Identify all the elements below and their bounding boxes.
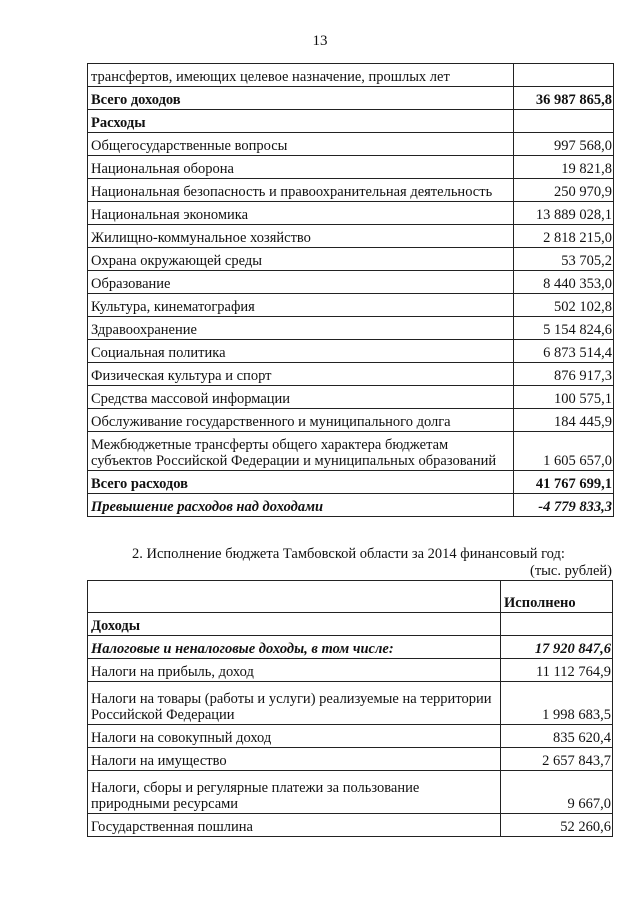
row-label: Налоговые и неналоговые доходы, в том числе: xyxy=(88,636,501,659)
table-row xyxy=(88,432,614,471)
expenses-table xyxy=(87,63,614,517)
table-row xyxy=(88,179,614,202)
table-row xyxy=(88,725,613,748)
table-row xyxy=(88,248,614,271)
row-label: Национальная экономика xyxy=(88,202,514,225)
row-label: Общегосударственные вопросы xyxy=(88,133,514,156)
row-label: Физическая культура и спорт xyxy=(88,363,514,386)
table-row xyxy=(88,133,614,156)
row-label: Государственная пошлина xyxy=(88,814,501,837)
row-value: 19 821,8 xyxy=(514,156,614,179)
table-row xyxy=(88,659,613,682)
row-label: Налоги на прибыль, доход xyxy=(88,659,501,682)
row-label: Превышение расходов над доходами xyxy=(88,494,514,517)
row-label: Национальная оборона xyxy=(88,156,514,179)
row-value: 250 970,9 xyxy=(514,179,614,202)
header-empty-cell xyxy=(88,581,501,613)
row-value: 13 889 028,1 xyxy=(514,202,614,225)
row-value xyxy=(514,110,614,133)
row-label: Налоги на совокупный доход xyxy=(88,725,501,748)
row-value: 876 917,3 xyxy=(514,363,614,386)
row-label: трансфертов, имеющих целевое назначение, прошлых лет xyxy=(88,64,514,87)
row-label: Средства массовой информации xyxy=(88,386,514,409)
row-value: 184 445,9 xyxy=(514,409,614,432)
row-label: Расходы xyxy=(88,110,514,133)
unit-label: (тыс. рублей) xyxy=(530,563,612,579)
table-row xyxy=(88,682,613,725)
row-value: 6 873 514,4 xyxy=(514,340,614,363)
column-header-executed: Исполнено xyxy=(501,581,613,613)
row-value: 11 112 764,9 xyxy=(501,659,613,682)
row-value: 5 154 824,6 xyxy=(514,317,614,340)
row-label: Образование xyxy=(88,271,514,294)
table-row xyxy=(88,225,614,248)
row-label: Национальная безопасность и правоохранительная деятельность xyxy=(88,179,514,202)
row-label: Всего доходов xyxy=(88,87,514,110)
row-label: Обслуживание государственного и муниципального долга xyxy=(88,409,514,432)
table-row xyxy=(88,110,614,133)
row-label: Всего расходов xyxy=(88,471,514,494)
table-row xyxy=(88,340,614,363)
row-label: Охрана окружающей среды xyxy=(88,248,514,271)
row-value: 2 818 215,0 xyxy=(514,225,614,248)
table-row xyxy=(88,471,614,494)
table-row xyxy=(88,748,613,771)
row-value: 1 998 683,5 xyxy=(501,682,613,725)
table-row xyxy=(88,494,614,517)
table-row xyxy=(88,294,614,317)
row-label: Здравоохранение xyxy=(88,317,514,340)
row-value: 41 767 699,1 xyxy=(514,471,614,494)
row-value: 52 260,6 xyxy=(501,814,613,837)
table-row xyxy=(88,814,613,837)
row-label: Налоги на имущество xyxy=(88,748,501,771)
row-value: 997 568,0 xyxy=(514,133,614,156)
table-row xyxy=(88,613,613,636)
row-value: 53 705,2 xyxy=(514,248,614,271)
row-value: 17 920 847,6 xyxy=(501,636,613,659)
row-label: Культура, кинематография xyxy=(88,294,514,317)
row-label: Межбюджетные трансферты общего характера бюджетам субъектов Российской Федерации и муниципальных образований xyxy=(88,432,514,471)
table-row xyxy=(88,202,614,225)
row-value: 835 620,4 xyxy=(501,725,613,748)
row-value xyxy=(514,64,614,87)
row-value: 100 575,1 xyxy=(514,386,614,409)
row-value: 8 440 353,0 xyxy=(514,271,614,294)
table-row xyxy=(88,317,614,340)
row-value: 1 605 657,0 xyxy=(514,432,614,471)
page-number: 13 xyxy=(312,33,328,49)
table-header-row xyxy=(88,581,613,613)
table-row xyxy=(88,64,614,87)
table-row xyxy=(88,87,614,110)
row-value: 2 657 843,7 xyxy=(501,748,613,771)
row-label: Социальная политика xyxy=(88,340,514,363)
table-row xyxy=(88,386,614,409)
section-title: 2. Исполнение бюджета Тамбовской области за 2014 финансовый год: xyxy=(132,546,565,562)
table-row xyxy=(88,771,613,814)
row-label: Жилищно-коммунальное хозяйство xyxy=(88,225,514,248)
row-value: -4 779 833,3 xyxy=(514,494,614,517)
table-row xyxy=(88,363,614,386)
budget-execution-table xyxy=(87,580,613,837)
row-value: 502 102,8 xyxy=(514,294,614,317)
table-row xyxy=(88,156,614,179)
row-value: 9 667,0 xyxy=(501,771,613,814)
row-label: Доходы xyxy=(88,613,501,636)
row-label: Налоги, сборы и регулярные платежи за пользование природными ресурсами xyxy=(88,771,501,814)
table-row xyxy=(88,409,614,432)
row-label: Налоги на товары (работы и услуги) реализуемые на территории Российской Федерации xyxy=(88,682,501,725)
row-value xyxy=(501,613,613,636)
table-row xyxy=(88,636,613,659)
table-row xyxy=(88,271,614,294)
row-value: 36 987 865,8 xyxy=(514,87,614,110)
